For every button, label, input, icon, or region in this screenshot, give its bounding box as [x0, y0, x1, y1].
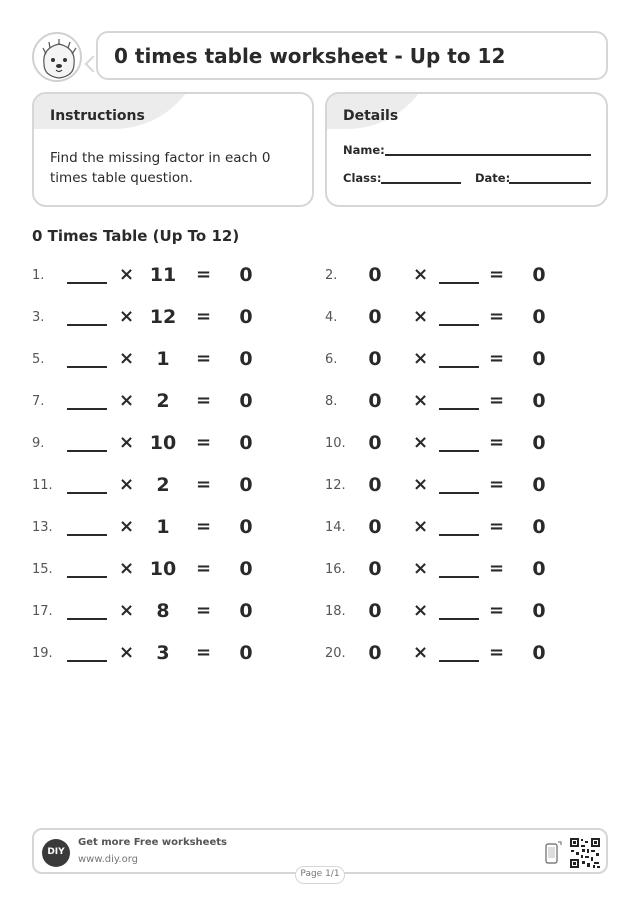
question-number: 13.	[32, 520, 53, 535]
product: 0	[532, 642, 546, 664]
times-sign: ×	[413, 432, 429, 453]
question-5	[32, 348, 292, 372]
times-sign: ×	[119, 390, 135, 411]
logo-text: DIY	[47, 847, 65, 857]
page-indicator: Page 1/1	[295, 866, 345, 884]
title-box	[96, 31, 608, 80]
answer-blank[interactable]	[67, 492, 107, 494]
question-17	[32, 600, 292, 624]
factor-b: 1	[156, 348, 170, 370]
answer-blank[interactable]	[439, 618, 479, 620]
times-sign: ×	[119, 600, 135, 621]
question-number: 16.	[325, 562, 346, 577]
question-number: 17.	[32, 604, 53, 619]
answer-blank[interactable]	[439, 576, 479, 578]
factor-a: 0	[368, 306, 382, 328]
factor-b: 2	[156, 390, 170, 412]
equals-sign: =	[489, 600, 505, 621]
equals-sign: =	[489, 516, 505, 537]
question-2	[325, 264, 585, 288]
question-19	[32, 642, 292, 666]
equals-sign: =	[489, 642, 505, 663]
answer-blank[interactable]	[67, 282, 107, 284]
factor-b: 10	[149, 432, 177, 454]
factor-a: 0	[368, 558, 382, 580]
instructions-panel	[32, 92, 314, 207]
question-9	[32, 432, 292, 456]
question-number: 18.	[325, 604, 346, 619]
question-20	[325, 642, 585, 666]
factor-b: 8	[156, 600, 170, 622]
times-sign: ×	[413, 642, 429, 663]
class-field[interactable]	[381, 182, 461, 184]
answer-blank[interactable]	[439, 450, 479, 452]
answer-blank[interactable]	[67, 324, 107, 326]
times-sign: ×	[413, 306, 429, 327]
equals-sign: =	[196, 264, 212, 285]
question-number: 12.	[325, 478, 346, 493]
footer-title: Get more Free worksheets	[78, 837, 227, 848]
times-sign: ×	[413, 264, 429, 285]
answer-blank[interactable]	[67, 534, 107, 536]
answer-blank[interactable]	[439, 660, 479, 662]
question-number: 1.	[32, 268, 45, 283]
question-18	[325, 600, 585, 624]
factor-b: 11	[149, 264, 177, 286]
character-face-icon	[34, 34, 84, 84]
product: 0	[532, 474, 546, 496]
question-8	[325, 390, 585, 414]
product: 0	[239, 306, 253, 328]
question-13	[32, 516, 292, 540]
equals-sign: =	[489, 390, 505, 411]
question-number: 14.	[325, 520, 346, 535]
answer-blank[interactable]	[67, 618, 107, 620]
equals-sign: =	[489, 264, 505, 285]
question-10	[325, 432, 585, 456]
question-number: 10.	[325, 436, 346, 451]
class-label: Class:	[343, 171, 382, 185]
mascot-avatar	[32, 32, 82, 82]
times-sign: ×	[413, 558, 429, 579]
product: 0	[532, 516, 546, 538]
times-sign: ×	[413, 600, 429, 621]
answer-blank[interactable]	[439, 534, 479, 536]
times-sign: ×	[119, 516, 135, 537]
question-4	[325, 306, 585, 330]
equals-sign: =	[489, 306, 505, 327]
factor-a: 0	[368, 642, 382, 664]
times-sign: ×	[413, 516, 429, 537]
product: 0	[532, 348, 546, 370]
equals-sign: =	[489, 558, 505, 579]
section-title: 0 Times Table (Up To 12)	[32, 227, 240, 245]
times-sign: ×	[119, 264, 135, 285]
equals-sign: =	[196, 600, 212, 621]
question-number: 8.	[325, 394, 338, 409]
product: 0	[239, 516, 253, 538]
product: 0	[532, 432, 546, 454]
question-11	[32, 474, 292, 498]
footer-url[interactable]: www.diy.org	[78, 854, 138, 865]
question-number: 4.	[325, 310, 338, 325]
question-number: 11.	[32, 478, 53, 493]
question-number: 19.	[32, 646, 53, 661]
answer-blank[interactable]	[439, 492, 479, 494]
question-number: 15.	[32, 562, 53, 577]
times-sign: ×	[119, 474, 135, 495]
equals-sign: =	[196, 348, 212, 369]
factor-b: 10	[149, 558, 177, 580]
factor-a: 0	[368, 432, 382, 454]
answer-blank[interactable]	[67, 660, 107, 662]
answer-blank[interactable]	[67, 450, 107, 452]
question-12	[325, 474, 585, 498]
product: 0	[239, 558, 253, 580]
factor-b: 12	[149, 306, 177, 328]
details-panel	[325, 92, 608, 207]
answer-blank[interactable]	[439, 366, 479, 368]
answer-blank[interactable]	[439, 408, 479, 410]
question-number: 2.	[325, 268, 338, 283]
product: 0	[239, 600, 253, 622]
question-14	[325, 516, 585, 540]
answer-blank[interactable]	[67, 366, 107, 368]
product: 0	[239, 264, 253, 286]
question-number: 3.	[32, 310, 45, 325]
question-1	[32, 264, 292, 288]
factor-b: 2	[156, 474, 170, 496]
equals-sign: =	[489, 348, 505, 369]
times-sign: ×	[413, 348, 429, 369]
product: 0	[532, 306, 546, 328]
product: 0	[239, 348, 253, 370]
factor-a: 0	[368, 348, 382, 370]
equals-sign: =	[196, 432, 212, 453]
equals-sign: =	[196, 474, 212, 495]
times-sign: ×	[119, 642, 135, 663]
question-number: 6.	[325, 352, 338, 367]
question-number: 9.	[32, 436, 45, 451]
product: 0	[532, 264, 546, 286]
phone-scan-icon	[544, 841, 562, 865]
times-sign: ×	[119, 558, 135, 579]
factor-a: 0	[368, 600, 382, 622]
answer-blank[interactable]	[67, 408, 107, 410]
equals-sign: =	[489, 474, 505, 495]
date-label: Date:	[475, 171, 511, 185]
product: 0	[532, 558, 546, 580]
product: 0	[532, 390, 546, 412]
question-16	[325, 558, 585, 582]
product: 0	[532, 600, 546, 622]
times-sign: ×	[413, 474, 429, 495]
details-heading: Details	[343, 108, 399, 124]
answer-blank[interactable]	[439, 282, 479, 284]
qr-code-icon[interactable]	[569, 837, 601, 869]
times-sign: ×	[119, 348, 135, 369]
factor-b: 1	[156, 516, 170, 538]
factor-a: 0	[368, 516, 382, 538]
equals-sign: =	[196, 642, 212, 663]
answer-blank[interactable]	[439, 324, 479, 326]
name-field[interactable]	[385, 154, 591, 156]
times-sign: ×	[119, 432, 135, 453]
answer-blank[interactable]	[67, 576, 107, 578]
question-6	[325, 348, 585, 372]
product: 0	[239, 642, 253, 664]
equals-sign: =	[196, 558, 212, 579]
product: 0	[239, 390, 253, 412]
question-number: 7.	[32, 394, 45, 409]
equals-sign: =	[196, 516, 212, 537]
date-field[interactable]	[509, 182, 591, 184]
name-label: Name:	[343, 143, 385, 157]
times-sign: ×	[119, 306, 135, 327]
equals-sign: =	[196, 390, 212, 411]
product: 0	[239, 432, 253, 454]
instructions-text: Find the missing factor in each 0 times table question.	[50, 150, 271, 186]
page-title: 0 times table worksheet - Up to 12	[114, 44, 506, 68]
times-sign: ×	[413, 390, 429, 411]
diy-logo	[42, 839, 70, 867]
question-number: 5.	[32, 352, 45, 367]
instructions-heading: Instructions	[50, 108, 145, 124]
factor-a: 0	[368, 264, 382, 286]
factor-a: 0	[368, 390, 382, 412]
question-3	[32, 306, 292, 330]
equals-sign: =	[196, 306, 212, 327]
factor-b: 3	[156, 642, 170, 664]
question-number: 20.	[325, 646, 346, 661]
product: 0	[239, 474, 253, 496]
factor-a: 0	[368, 474, 382, 496]
question-7	[32, 390, 292, 414]
equals-sign: =	[489, 432, 505, 453]
question-15	[32, 558, 292, 582]
